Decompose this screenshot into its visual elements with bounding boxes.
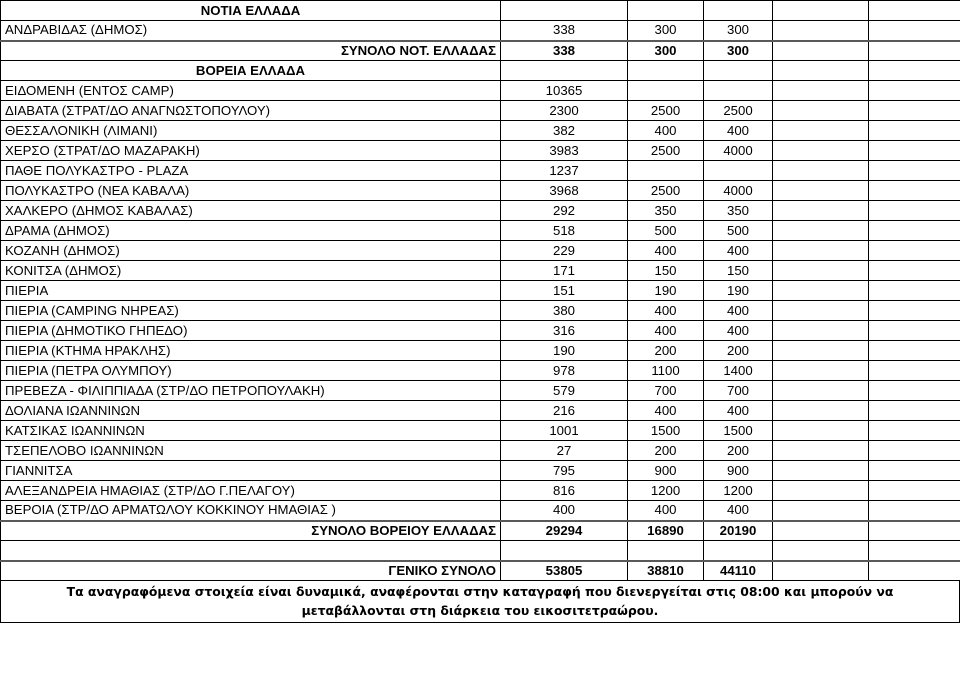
cell-current[interactable]: 29294 bbox=[501, 521, 628, 541]
cell-blank-1[interactable] bbox=[773, 301, 869, 321]
cell-capacity-a[interactable] bbox=[628, 81, 704, 101]
cell-blank-1[interactable] bbox=[773, 161, 869, 181]
cell-blank-2[interactable] bbox=[869, 141, 960, 161]
cell-current[interactable]: 151 bbox=[501, 281, 628, 301]
cell-blank-1[interactable] bbox=[773, 501, 869, 521]
cell-capacity-a[interactable]: 38810 bbox=[628, 561, 704, 581]
cell-blank-1[interactable] bbox=[773, 1, 869, 21]
cell-current[interactable]: 10365 bbox=[501, 81, 628, 101]
cell-location[interactable]: ΝΟΤΙΑ ΕΛΛΑΔΑ bbox=[1, 1, 501, 21]
cell-blank-2[interactable] bbox=[869, 121, 960, 141]
cell-current[interactable]: 216 bbox=[501, 401, 628, 421]
table-row bbox=[1, 201, 960, 221]
region-subtotal-row bbox=[1, 521, 960, 541]
cell-blank-1[interactable] bbox=[773, 341, 869, 361]
cell-capacity-a[interactable]: 1200 bbox=[628, 481, 704, 501]
cell-blank-2[interactable] bbox=[869, 61, 960, 81]
region-header-row bbox=[1, 1, 960, 21]
cell-capacity-b[interactable]: 44110 bbox=[704, 561, 773, 581]
cell-location[interactable]: ΧΕΡΣΟ (ΣΤΡΑΤ/ΔΟ ΜΑΖΑΡΑΚΗ) bbox=[1, 141, 501, 161]
cell-blank-2[interactable] bbox=[869, 281, 960, 301]
cell-current[interactable]: 53805 bbox=[501, 561, 628, 581]
cell-blank-1[interactable] bbox=[773, 481, 869, 501]
cell-blank-1[interactable] bbox=[773, 201, 869, 221]
cell-capacity-a[interactable]: 350 bbox=[628, 201, 704, 221]
table-row bbox=[1, 501, 960, 521]
cell-blank-2[interactable] bbox=[869, 521, 960, 541]
cell-capacity-a[interactable]: 190 bbox=[628, 281, 704, 301]
cell-location[interactable]: ΣΥΝΟΛΟ ΝΟΤ. ΕΛΛΑΔΑΣ bbox=[1, 41, 501, 61]
cell-blank-2[interactable] bbox=[869, 181, 960, 201]
cell-location[interactable]: ΚΑΤΣΙΚΑΣ ΙΩΑΝΝΙΝΩΝ bbox=[1, 421, 501, 441]
cell-capacity-a[interactable]: 1500 bbox=[628, 421, 704, 441]
cell-blank-1[interactable] bbox=[773, 61, 869, 81]
table-row bbox=[1, 21, 960, 41]
cell-current[interactable] bbox=[501, 61, 628, 81]
cell-current[interactable]: 978 bbox=[501, 361, 628, 381]
cell-location[interactable]: ΧΑΛΚΕΡΟ (ΔΗΜΟΣ ΚΑΒΑΛΑΣ) bbox=[1, 201, 501, 221]
cell-capacity-b[interactable]: 500 bbox=[704, 221, 773, 241]
region-header-row bbox=[1, 61, 960, 81]
table-row bbox=[1, 81, 960, 101]
cell-location[interactable]: ΠΙΕΡΙΑ (ΔΗΜΟΤΙΚΟ ΓΗΠΕΔΟ) bbox=[1, 321, 501, 341]
cell-blank-1[interactable] bbox=[773, 101, 869, 121]
cell-blank-1[interactable] bbox=[773, 221, 869, 241]
cell-blank-2[interactable] bbox=[869, 221, 960, 241]
cell-blank-2[interactable] bbox=[869, 161, 960, 181]
cell-current[interactable]: 3983 bbox=[501, 141, 628, 161]
cell-current[interactable]: 1001 bbox=[501, 421, 628, 441]
table-row bbox=[1, 461, 960, 481]
cell-capacity-b[interactable]: 200 bbox=[704, 341, 773, 361]
table-row bbox=[1, 221, 960, 241]
cell-current[interactable]: 338 bbox=[501, 21, 628, 41]
cell-current[interactable]: 400 bbox=[501, 501, 628, 521]
cell-capacity-a[interactable]: 300 bbox=[628, 41, 704, 61]
cell-capacity-b[interactable]: 1400 bbox=[704, 361, 773, 381]
cell-blank-2[interactable] bbox=[869, 341, 960, 361]
cell-location[interactable]: ΠΡΕΒΕΖΑ - ΦΙΛΙΠΠΙΑΔΑ (ΣΤΡ/ΔΟ ΠΕΤΡΟΠΟΥΛΑΚΗ) bbox=[1, 381, 501, 401]
table-row bbox=[1, 301, 960, 321]
cell-capacity-a[interactable] bbox=[628, 161, 704, 181]
cell-capacity-b[interactable]: 4000 bbox=[704, 141, 773, 161]
footer-note bbox=[0, 581, 960, 623]
cell-capacity-a[interactable]: 400 bbox=[628, 321, 704, 341]
cell-blank-1[interactable] bbox=[773, 401, 869, 421]
cell-capacity-a[interactable] bbox=[628, 541, 704, 561]
table-row bbox=[1, 101, 960, 121]
cell-capacity-b[interactable]: 900 bbox=[704, 461, 773, 481]
cell-capacity-a[interactable]: 16890 bbox=[628, 521, 704, 541]
cell-capacity-b[interactable] bbox=[704, 541, 773, 561]
cell-capacity-a[interactable]: 400 bbox=[628, 121, 704, 141]
cell-location[interactable]: ΔΟΛΙΑΝΑ ΙΩΑΝΝΙΝΩΝ bbox=[1, 401, 501, 421]
cell-blank-2[interactable] bbox=[869, 261, 960, 281]
cell-current[interactable] bbox=[501, 541, 628, 561]
cell-current[interactable]: 3968 bbox=[501, 181, 628, 201]
cell-capacity-a[interactable]: 900 bbox=[628, 461, 704, 481]
cell-location[interactable]: ΠΙΕΡΙΑ (ΠΕΤΡΑ ΟΛΥΜΠΟΥ) bbox=[1, 361, 501, 381]
grand-total-row bbox=[1, 561, 960, 581]
cell-capacity-b[interactable]: 400 bbox=[704, 301, 773, 321]
cell-current[interactable]: 27 bbox=[501, 441, 628, 461]
cell-location[interactable]: ΠΟΛΥΚΑΣΤΡΟ (ΝΕΑ ΚΑΒΑΛΑ) bbox=[1, 181, 501, 201]
cell-blank-2[interactable] bbox=[869, 361, 960, 381]
cell-blank-1[interactable] bbox=[773, 41, 869, 61]
cell-blank-2[interactable] bbox=[869, 21, 960, 41]
cell-location[interactable]: ΔΡΑΜΑ (ΔΗΜΟΣ) bbox=[1, 221, 501, 241]
cell-capacity-a[interactable]: 400 bbox=[628, 241, 704, 261]
cell-blank-1[interactable] bbox=[773, 421, 869, 441]
cell-capacity-b[interactable]: 700 bbox=[704, 381, 773, 401]
cell-blank-1[interactable] bbox=[773, 81, 869, 101]
cell-capacity-a[interactable]: 500 bbox=[628, 221, 704, 241]
cell-capacity-a[interactable]: 2500 bbox=[628, 101, 704, 121]
cell-blank-2[interactable] bbox=[869, 1, 960, 21]
cell-capacity-b[interactable]: 400 bbox=[704, 121, 773, 141]
cell-location[interactable]: ΠΙΕΡΙΑ bbox=[1, 281, 501, 301]
cell-capacity-a[interactable]: 400 bbox=[628, 401, 704, 421]
cell-blank-2[interactable] bbox=[869, 401, 960, 421]
cell-current[interactable]: 316 bbox=[501, 321, 628, 341]
cell-location[interactable]: ΔΙΑΒΑΤΑ (ΣΤΡΑΤ/ΔΟ ΑΝΑΓΝΩΣΤΟΠΟΥΛΟΥ) bbox=[1, 101, 501, 121]
cell-capacity-b[interactable]: 1200 bbox=[704, 481, 773, 501]
cell-capacity-a[interactable] bbox=[628, 61, 704, 81]
table-row bbox=[1, 261, 960, 281]
cell-blank-1[interactable] bbox=[773, 21, 869, 41]
table-row bbox=[1, 161, 960, 181]
cell-current[interactable]: 1237 bbox=[501, 161, 628, 181]
cell-blank-1[interactable] bbox=[773, 561, 869, 581]
cell-current[interactable]: 229 bbox=[501, 241, 628, 261]
cell-location[interactable]: ΓΕΝΙΚΟ ΣΥΝΟΛΟ bbox=[1, 561, 501, 581]
cell-capacity-a[interactable]: 300 bbox=[628, 21, 704, 41]
table-row bbox=[1, 341, 960, 361]
cell-location[interactable] bbox=[1, 541, 501, 561]
cell-current[interactable]: 795 bbox=[501, 461, 628, 481]
cell-capacity-b[interactable]: 300 bbox=[704, 21, 773, 41]
cell-location[interactable]: ΑΛΕΞΑΝΔΡΕΙΑ ΗΜΑΘΙΑΣ (ΣΤΡ/ΔΟ Γ.ΠΕΛΑΓΟΥ) bbox=[1, 481, 501, 501]
cell-current[interactable]: 579 bbox=[501, 381, 628, 401]
cell-capacity-a[interactable]: 150 bbox=[628, 261, 704, 281]
footer-note-line2: μεταβάλλονται στη διάρκεια του εικοσιτετραώρου. bbox=[301, 603, 659, 618]
cell-capacity-a[interactable] bbox=[628, 1, 704, 21]
cell-capacity-a[interactable]: 2500 bbox=[628, 181, 704, 201]
cell-capacity-a[interactable]: 700 bbox=[628, 381, 704, 401]
cell-blank-2[interactable] bbox=[869, 381, 960, 401]
cell-blank-1[interactable] bbox=[773, 461, 869, 481]
cell-blank-2[interactable] bbox=[869, 41, 960, 61]
cell-capacity-a[interactable]: 400 bbox=[628, 501, 704, 521]
cell-current[interactable]: 292 bbox=[501, 201, 628, 221]
cell-capacity-b[interactable]: 2500 bbox=[704, 101, 773, 121]
cell-capacity-a[interactable]: 400 bbox=[628, 301, 704, 321]
cell-current[interactable]: 816 bbox=[501, 481, 628, 501]
cell-blank-2[interactable] bbox=[869, 461, 960, 481]
footer-note-line1: Τα αναγραφόμενα στοιχεία είναι δυναμικά, αναφέρονται στην καταγραφή που διενεργείται στις 08:00 και μπορούν να bbox=[66, 584, 894, 599]
table-row bbox=[1, 481, 960, 501]
cell-current[interactable]: 382 bbox=[501, 121, 628, 141]
cell-current[interactable]: 190 bbox=[501, 341, 628, 361]
cell-current[interactable]: 380 bbox=[501, 301, 628, 321]
cell-blank-2[interactable] bbox=[869, 81, 960, 101]
cell-capacity-b[interactable]: 200 bbox=[704, 441, 773, 461]
cell-blank-2[interactable] bbox=[869, 301, 960, 321]
cell-current[interactable]: 171 bbox=[501, 261, 628, 281]
cell-blank-2[interactable] bbox=[869, 201, 960, 221]
cell-current[interactable]: 2300 bbox=[501, 101, 628, 121]
cell-blank-1[interactable] bbox=[773, 121, 869, 141]
table-row bbox=[1, 281, 960, 301]
cell-capacity-b[interactable]: 20190 bbox=[704, 521, 773, 541]
cell-capacity-b[interactable] bbox=[704, 1, 773, 21]
cell-location[interactable]: ΠΙΕΡΙΑ (CAMPING ΝΗΡΕΑΣ) bbox=[1, 301, 501, 321]
cell-capacity-a[interactable]: 200 bbox=[628, 441, 704, 461]
cell-blank-1[interactable] bbox=[773, 541, 869, 561]
cell-blank-1[interactable] bbox=[773, 321, 869, 341]
cell-blank-1[interactable] bbox=[773, 521, 869, 541]
table-row bbox=[1, 241, 960, 261]
cell-current[interactable]: 518 bbox=[501, 221, 628, 241]
cell-capacity-b[interactable]: 400 bbox=[704, 321, 773, 341]
cell-capacity-b[interactable]: 400 bbox=[704, 501, 773, 521]
cell-blank-1[interactable] bbox=[773, 441, 869, 461]
table-row bbox=[1, 121, 960, 141]
cell-capacity-b[interactable]: 150 bbox=[704, 261, 773, 281]
cell-capacity-b[interactable]: 400 bbox=[704, 401, 773, 421]
cell-blank-1[interactable] bbox=[773, 241, 869, 261]
cell-blank-2[interactable] bbox=[869, 321, 960, 341]
cell-blank-2[interactable] bbox=[869, 241, 960, 261]
cell-blank-1[interactable] bbox=[773, 261, 869, 281]
cell-capacity-b[interactable]: 190 bbox=[704, 281, 773, 301]
table-row bbox=[1, 441, 960, 461]
table-row bbox=[1, 381, 960, 401]
cell-location[interactable]: ΠΙΕΡΙΑ (ΚΤΗΜΑ ΗΡΑΚΛΗΣ) bbox=[1, 341, 501, 361]
cell-capacity-b[interactable]: 350 bbox=[704, 201, 773, 221]
table-row bbox=[1, 401, 960, 421]
cell-blank-2[interactable] bbox=[869, 561, 960, 581]
cell-blank-2[interactable] bbox=[869, 441, 960, 461]
cell-capacity-b[interactable] bbox=[704, 81, 773, 101]
cell-blank-1[interactable] bbox=[773, 141, 869, 161]
cell-capacity-a[interactable]: 1100 bbox=[628, 361, 704, 381]
cell-location[interactable]: ΠΑΘΕ ΠΟΛΥΚΑΣΤΡΟ - PLAZA bbox=[1, 161, 501, 181]
cell-capacity-b[interactable]: 4000 bbox=[704, 181, 773, 201]
cell-capacity-b[interactable] bbox=[704, 161, 773, 181]
cell-capacity-b[interactable]: 1500 bbox=[704, 421, 773, 441]
table-row bbox=[1, 181, 960, 201]
cell-blank-2[interactable] bbox=[869, 101, 960, 121]
cell-location[interactable]: ΒΟΡΕΙΑ ΕΛΛΑΔΑ bbox=[1, 61, 501, 81]
cell-blank-2[interactable] bbox=[869, 541, 960, 561]
cell-blank-2[interactable] bbox=[869, 421, 960, 441]
table-row bbox=[1, 141, 960, 161]
region-subtotal-row bbox=[1, 41, 960, 61]
cell-blank-1[interactable] bbox=[773, 281, 869, 301]
table-row bbox=[1, 321, 960, 341]
cell-location[interactable]: ΤΣΕΠΕΛΟΒΟ ΙΩΑΝΝΙΝΩΝ bbox=[1, 441, 501, 461]
cell-location[interactable]: ΣΥΝΟΛΟ ΒΟΡΕΙΟΥ ΕΛΛΑΔΑΣ bbox=[1, 521, 501, 541]
cell-blank-2[interactable] bbox=[869, 481, 960, 501]
spacer-row bbox=[1, 541, 960, 561]
cell-blank-2[interactable] bbox=[869, 501, 960, 521]
cell-capacity-a[interactable]: 2500 bbox=[628, 141, 704, 161]
cell-location[interactable]: ΑΝΔΡΑΒΙΔΑΣ (ΔΗΜΟΣ) bbox=[1, 21, 501, 41]
cell-location[interactable]: ΚΟΖΑΝΗ (ΔΗΜΟΣ) bbox=[1, 241, 501, 261]
table-row bbox=[1, 361, 960, 381]
table-row bbox=[1, 421, 960, 441]
cell-blank-1[interactable] bbox=[773, 361, 869, 381]
cell-location[interactable]: ΓΙΑΝΝΙΤΣΑ bbox=[1, 461, 501, 481]
cell-current[interactable] bbox=[501, 1, 628, 21]
cell-blank-1[interactable] bbox=[773, 381, 869, 401]
cell-blank-1[interactable] bbox=[773, 181, 869, 201]
cell-current[interactable]: 338 bbox=[501, 41, 628, 61]
cell-capacity-a[interactable]: 200 bbox=[628, 341, 704, 361]
cell-capacity-b[interactable]: 300 bbox=[704, 41, 773, 61]
cell-location[interactable]: ΘΕΣΣΑΛΟΝΙΚΗ (ΛΙΜΑΝΙ) bbox=[1, 121, 501, 141]
cell-location[interactable]: ΕΙΔΟΜΕΝΗ (ΕΝΤΟΣ CAMP) bbox=[1, 81, 501, 101]
cell-capacity-b[interactable]: 400 bbox=[704, 241, 773, 261]
cell-location[interactable]: ΒΕΡΟΙΑ (ΣΤΡ/ΔΟ ΑΡΜΑΤΩΛΟΥ ΚΟΚΚΙΝΟΥ ΗΜΑΘΙΑΣ ) bbox=[1, 501, 501, 521]
cell-location[interactable]: ΚΟΝΙΤΣΑ (ΔΗΜΟΣ) bbox=[1, 261, 501, 281]
cell-capacity-b[interactable] bbox=[704, 61, 773, 81]
